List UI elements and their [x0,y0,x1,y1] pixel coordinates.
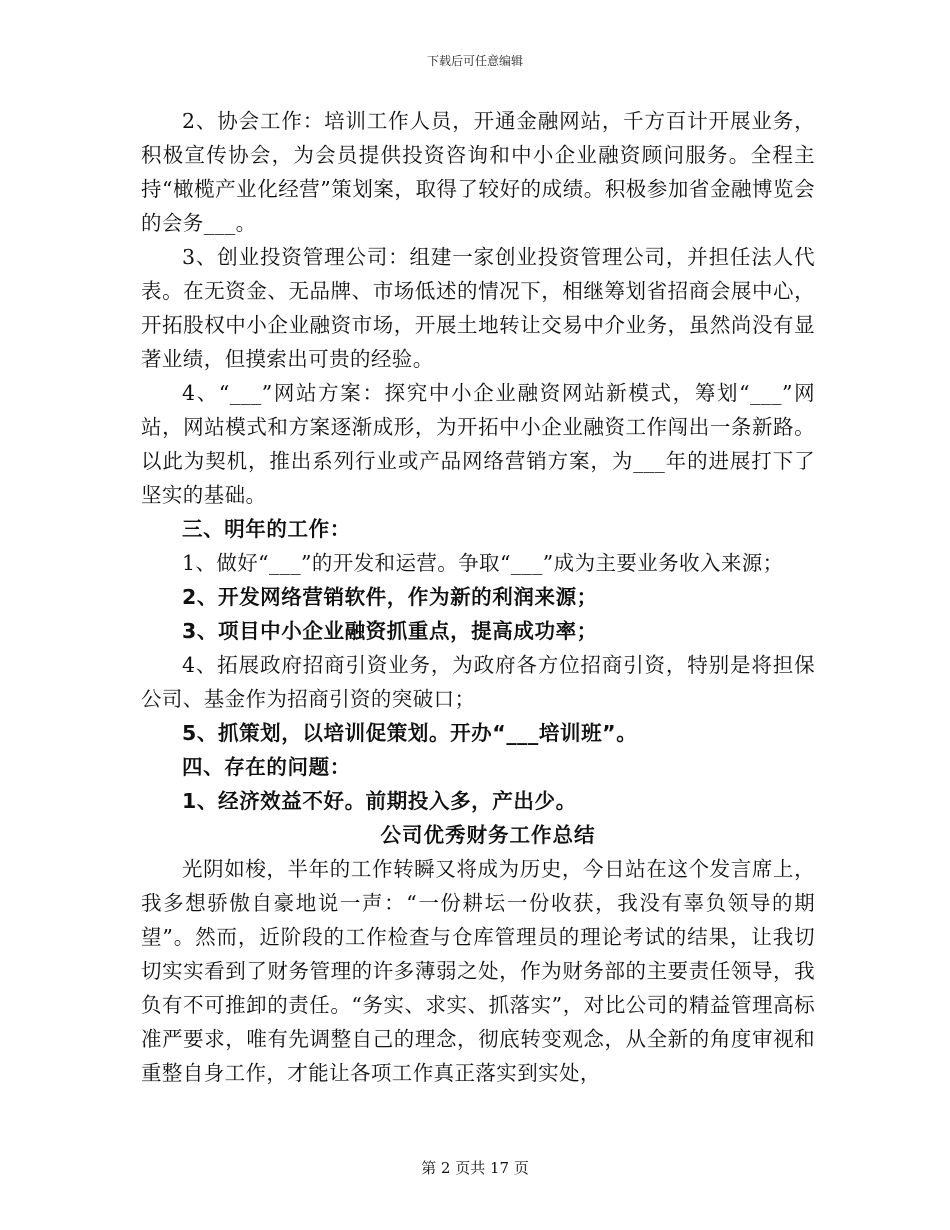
heading-next-year-work: 三、明年的工作： [182,517,351,541]
paragraph-website-plan: 4、“___”网站方案：探究中小企业融资网站新模式，筹划“___”网站，网站模式和方案逐渐成形，为开拓中小企业融资工作闯出一条新路。以此为契机，推出系列行业或产品网络营销方案，为___年的进展打下了坚实的基础。 [141,381,815,507]
paragraph-item-5: 5、抓策划，以培训促策划。开办“___培训班”。 [182,721,638,745]
paragraph-item-3: 3、项目中小企业融资抓重点，提高成功率； [182,619,598,643]
section-title: 公司优秀财务工作总结 [380,823,596,847]
page-header-note: 下载后可任意编辑 [426,54,523,68]
heading-existing-problems: 四、存在的问题： [182,755,351,779]
paragraph-venture-company: 3、创业投资管理公司：组建一家创业投资管理公司，并担任法人代表。在无资金、无品牌、市场低述的情况下，相继筹划省招商会展中心，开拓股权中小企业融资市场，开展土地转让交易中介业务，虽然尚没有显著业绩，但摸索出可贵的经验。 [141,245,815,371]
paragraph-item-4: 4、拓展政府招商引资业务，为政府各方位招商引资，特别是将担保公司、基金作为招商引资的突破口； [141,653,815,711]
paragraph-item-2: 2、开发网络营销软件，作为新的利润来源； [182,585,598,609]
paragraph-association-work: 2、协会工作：培训工作人员，开通金融网站，千方百计开展业务，积极宣传协会，为会员提供投资咨询和中小企业融资顾问服务。全程主持“橄榄产业化经营”策划案，取得了较好的成绩。积极参加省金融博览会的会务___。 [141,109,815,235]
document-body [141,104,815,1090]
paragraph-intro: 光阴如梭，半年的工作转瞬又将成为历史，今日站在这个发言席上，我多想骄傲自豪地说一声：“一份耕坛一份收获，我没有辜负领导的期望”。然而，近阶段的工作检查与仓库管理员的理论考试的结果，让我切切实实看到了财务管理的许多薄弱之处，作为财务部的主要责任领导，我负有不可推卸的责任。“务实、求实、抓落实”，对比公司的精益管理高标准严要求，唯有先调整自己的理念，彻底转变观念，从全新的角度审视和重整自身工作，才能让各项工作真正落实到实处， [141,857,815,1085]
paragraph-item-1: 1、做好“___”的开发和运营。争取“___”成为主要业务收入来源； [182,551,784,575]
paragraph-problem-1: 1、经济效益不好。前期投入多，产出少。 [182,789,577,813]
page-number: 第 2 页共 17 页 [421,1159,529,1177]
